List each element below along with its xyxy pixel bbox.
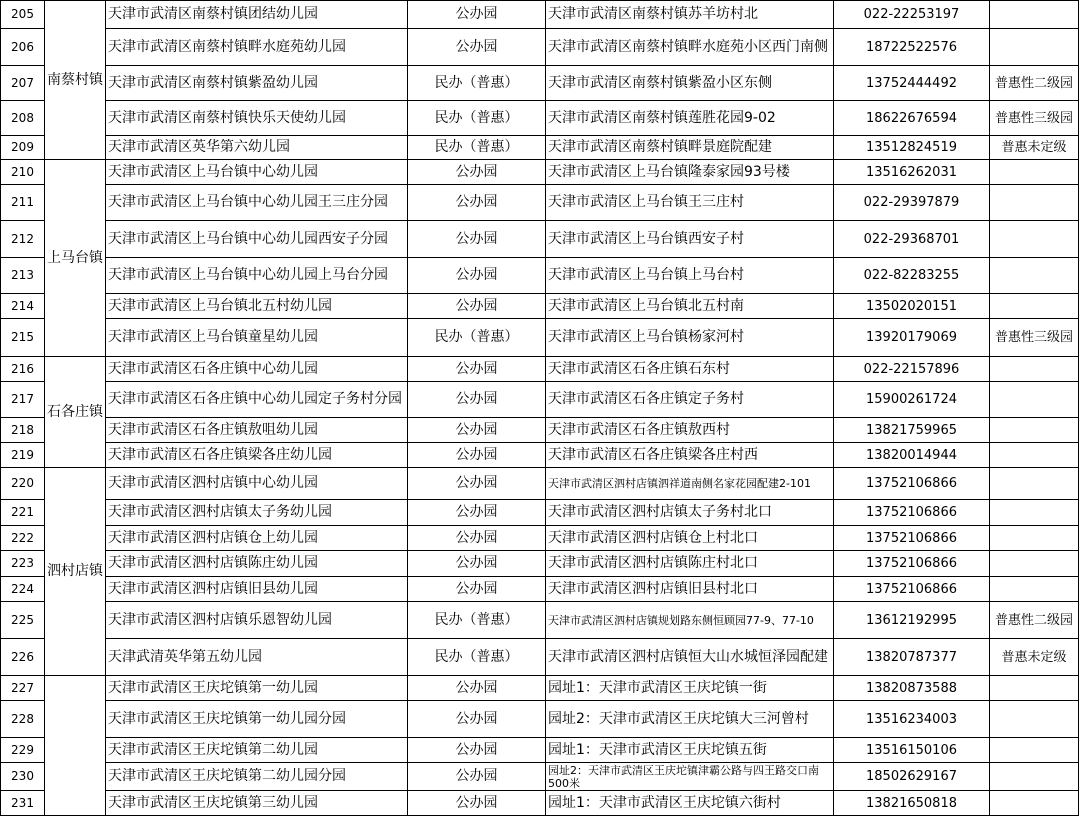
town-cell: 泗村店镇	[45, 468, 106, 676]
kindergarten-note: 普惠未定级	[990, 136, 1079, 160]
row-number: 219	[1, 443, 45, 468]
kindergarten-address: 天津市武清区南蔡村镇苏羊坊村北	[546, 1, 834, 29]
table-row	[1, 738, 1079, 763]
kindergarten-note	[990, 185, 1079, 221]
kindergarten-name: 天津市武清区英华第六幼儿园	[106, 136, 408, 160]
kindergarten-type: 公办园	[408, 160, 546, 185]
kindergarten-note	[990, 468, 1079, 500]
kindergarten-phone: 13752106866	[834, 468, 990, 500]
kindergarten-name: 天津市武清区泗村店镇仓上幼儿园	[106, 526, 408, 551]
table-row	[1, 526, 1079, 551]
kindergarten-type: 民办（普惠）	[408, 136, 546, 160]
kindergarten-name: 天津市武清区上马台镇中心幼儿园王三庄分园	[106, 185, 408, 221]
kindergarten-phone: 13516234003	[834, 701, 990, 738]
kindergarten-note	[990, 1, 1079, 29]
kindergarten-note	[990, 763, 1079, 791]
kindergarten-note	[990, 357, 1079, 382]
kindergarten-address: 园址1：天津市武清区王庆坨镇一街	[546, 676, 834, 701]
row-number: 222	[1, 526, 45, 551]
kindergarten-note	[990, 676, 1079, 701]
kindergarten-type: 公办园	[408, 526, 546, 551]
table-row	[1, 701, 1079, 738]
kindergarten-address: 天津市武清区上马台镇隆泰家园93号楼	[546, 160, 834, 185]
kindergarten-name: 天津市武清区王庆坨镇第二幼儿园	[106, 738, 408, 763]
kindergarten-name: 天津市武清区南蔡村镇畔水庭苑幼儿园	[106, 29, 408, 66]
kindergarten-note: 普惠未定级	[990, 639, 1079, 676]
kindergarten-type: 公办园	[408, 258, 546, 294]
table-row	[1, 101, 1079, 136]
table-row	[1, 185, 1079, 221]
row-number: 212	[1, 221, 45, 258]
kindergarten-note	[990, 738, 1079, 763]
kindergarten-address: 天津市武清区上马台镇上马台村	[546, 258, 834, 294]
kindergarten-phone: 15900261724	[834, 382, 990, 418]
kindergarten-note	[990, 551, 1079, 577]
row-number: 217	[1, 382, 45, 418]
table-row	[1, 791, 1079, 816]
kindergarten-phone: 13502020151	[834, 294, 990, 319]
table-row	[1, 500, 1079, 526]
row-number: 230	[1, 763, 45, 791]
kindergarten-type: 公办园	[408, 500, 546, 526]
kindergarten-address: 天津市武清区南蔡村镇莲胜花园9-02	[546, 101, 834, 136]
kindergarten-type: 公办园	[408, 443, 546, 468]
kindergarten-phone: 13752106866	[834, 526, 990, 551]
kindergarten-name: 天津市武清区石各庄镇中心幼儿园定子务村分园	[106, 382, 408, 418]
kindergarten-name: 天津市武清区泗村店镇太子务幼儿园	[106, 500, 408, 526]
kindergarten-type: 公办园	[408, 791, 546, 816]
kindergarten-name: 天津市武清区石各庄镇敖咀幼儿园	[106, 418, 408, 443]
kindergarten-address: 天津市武清区泗村店镇规划路东侧恒顾园77-9、77-10	[546, 602, 834, 639]
kindergarten-name: 天津市武清区南蔡村镇快乐天使幼儿园	[106, 101, 408, 136]
row-number: 215	[1, 319, 45, 357]
row-number: 209	[1, 136, 45, 160]
kindergarten-note	[990, 791, 1079, 816]
kindergarten-name: 天津市武清区王庆坨镇第三幼儿园	[106, 791, 408, 816]
kindergarten-phone: 13752444492	[834, 66, 990, 101]
table-row	[1, 357, 1079, 382]
table-row	[1, 221, 1079, 258]
kindergarten-type: 公办园	[408, 763, 546, 791]
table-row	[1, 160, 1079, 185]
table-row	[1, 1, 1079, 29]
row-number: 223	[1, 551, 45, 577]
kindergarten-name: 天津市武清区王庆坨镇第一幼儿园	[106, 676, 408, 701]
row-number: 229	[1, 738, 45, 763]
kindergarten-phone: 13752106866	[834, 500, 990, 526]
kindergarten-phone: 13516262031	[834, 160, 990, 185]
kindergarten-address: 天津市武清区泗村店镇陈庄村北口	[546, 551, 834, 577]
kindergarten-phone: 13512824519	[834, 136, 990, 160]
kindergarten-name: 天津市武清区泗村店镇中心幼儿园	[106, 468, 408, 500]
kindergarten-type: 公办园	[408, 701, 546, 738]
kindergarten-name: 天津市武清区石各庄镇中心幼儿园	[106, 357, 408, 382]
kindergarten-name: 天津市武清区上马台镇北五村幼儿园	[106, 294, 408, 319]
table-row	[1, 577, 1079, 602]
kindergarten-phone: 022-22253197	[834, 1, 990, 29]
kindergarten-phone: 022-22157896	[834, 357, 990, 382]
kindergarten-address: 天津市武清区泗村店镇旧县村北口	[546, 577, 834, 602]
kindergarten-type: 公办园	[408, 418, 546, 443]
kindergarten-type: 公办园	[408, 221, 546, 258]
town-cell: 南蔡村镇	[45, 1, 106, 160]
kindergarten-note	[990, 160, 1079, 185]
kindergarten-type: 公办园	[408, 577, 546, 602]
kindergarten-address: 天津市武清区泗村店镇太子务村北口	[546, 500, 834, 526]
kindergarten-name: 天津市武清区上马台镇中心幼儿园上马台分园	[106, 258, 408, 294]
row-number: 226	[1, 639, 45, 676]
kindergarten-phone: 18722522576	[834, 29, 990, 66]
kindergarten-type: 公办园	[408, 738, 546, 763]
row-number: 225	[1, 602, 45, 639]
table-row	[1, 294, 1079, 319]
kindergarten-phone: 13820014944	[834, 443, 990, 468]
town-cell: 上马台镇	[45, 160, 106, 357]
kindergarten-address: 天津市武清区石各庄镇梁各庄村西	[546, 443, 834, 468]
table-row	[1, 602, 1079, 639]
kindergarten-phone: 13516150106	[834, 738, 990, 763]
kindergarten-phone: 18622676594	[834, 101, 990, 136]
kindergarten-address: 天津市武清区上马台镇西安子村	[546, 221, 834, 258]
kindergarten-address: 天津市武清区南蔡村镇畔水庭苑小区西门南侧	[546, 29, 834, 66]
kindergarten-name: 天津武清英华第五幼儿园	[106, 639, 408, 676]
kindergarten-note	[990, 526, 1079, 551]
kindergarten-name: 天津市武清区王庆坨镇第一幼儿园分园	[106, 701, 408, 738]
kindergarten-address: 天津市武清区石各庄镇定子务村	[546, 382, 834, 418]
kindergarten-address: 天津市武清区上马台镇北五村南	[546, 294, 834, 319]
row-number: 221	[1, 500, 45, 526]
kindergarten-address: 天津市武清区泗村店镇恒大山水城恒泽园配建	[546, 639, 834, 676]
kindergarten-note	[990, 29, 1079, 66]
table-row	[1, 763, 1079, 791]
kindergarten-type: 民办（普惠）	[408, 319, 546, 357]
town-cell	[45, 676, 106, 816]
town-cell: 石各庄镇	[45, 357, 106, 468]
kindergarten-address: 天津市武清区泗村店镇泗祥道南侧名家花园配建2-101	[546, 468, 834, 500]
kindergarten-note	[990, 221, 1079, 258]
kindergarten-phone: 13820787377	[834, 639, 990, 676]
kindergarten-type: 公办园	[408, 185, 546, 221]
kindergarten-name: 天津市武清区泗村店镇乐恩智幼儿园	[106, 602, 408, 639]
row-number: 210	[1, 160, 45, 185]
row-number: 205	[1, 1, 45, 29]
kindergarten-note	[990, 418, 1079, 443]
table-row	[1, 382, 1079, 418]
kindergarten-note	[990, 701, 1079, 738]
kindergarten-type: 公办园	[408, 357, 546, 382]
table-row	[1, 468, 1079, 500]
row-number: 214	[1, 294, 45, 319]
table-row	[1, 443, 1079, 468]
kindergarten-phone: 022-29368701	[834, 221, 990, 258]
table-row	[1, 418, 1079, 443]
kindergarten-name: 天津市武清区上马台镇童星幼儿园	[106, 319, 408, 357]
table-row	[1, 136, 1079, 160]
kindergarten-name: 天津市武清区南蔡村镇团结幼儿园	[106, 1, 408, 29]
kindergarten-phone: 13752106866	[834, 551, 990, 577]
kindergarten-name: 天津市武清区上马台镇中心幼儿园	[106, 160, 408, 185]
kindergarten-type: 公办园	[408, 382, 546, 418]
kindergarten-type: 民办（普惠）	[408, 66, 546, 101]
kindergarten-type: 民办（普惠）	[408, 602, 546, 639]
row-number: 224	[1, 577, 45, 602]
kindergarten-note: 普惠性三级园	[990, 319, 1079, 357]
kindergarten-address: 园址2：天津市武清区王庆坨镇大三河曾村	[546, 701, 834, 738]
kindergarten-type: 民办（普惠）	[408, 639, 546, 676]
kindergarten-phone: 13612192995	[834, 602, 990, 639]
kindergarten-type: 公办园	[408, 551, 546, 577]
kindergarten-note	[990, 258, 1079, 294]
kindergarten-type: 公办园	[408, 294, 546, 319]
kindergarten-phone: 13920179069	[834, 319, 990, 357]
kindergarten-note	[990, 294, 1079, 319]
kindergarten-address: 园址2：天津市武清区王庆坨镇津霸公路与四王路交口南500米	[546, 763, 834, 791]
table-row	[1, 29, 1079, 66]
row-number: 227	[1, 676, 45, 701]
kindergarten-name: 天津市武清区南蔡村镇紫盈幼儿园	[106, 66, 408, 101]
row-number: 211	[1, 185, 45, 221]
kindergarten-note: 普惠性二级园	[990, 602, 1079, 639]
table-row	[1, 676, 1079, 701]
kindergarten-address: 天津市武清区上马台镇杨家河村	[546, 319, 834, 357]
kindergarten-address: 天津市武清区泗村店镇仓上村北口	[546, 526, 834, 551]
table-row	[1, 66, 1079, 101]
kindergarten-note	[990, 577, 1079, 602]
kindergarten-name: 天津市武清区石各庄镇梁各庄幼儿园	[106, 443, 408, 468]
kindergarten-type: 公办园	[408, 1, 546, 29]
kindergarten-type: 公办园	[408, 676, 546, 701]
kindergarten-name: 天津市武清区王庆坨镇第二幼儿园分园	[106, 763, 408, 791]
kindergarten-name: 天津市武清区泗村店镇旧县幼儿园	[106, 577, 408, 602]
kindergarten-phone: 13821650818	[834, 791, 990, 816]
table-row	[1, 258, 1079, 294]
row-number: 231	[1, 791, 45, 816]
table-row	[1, 319, 1079, 357]
table-row	[1, 639, 1079, 676]
kindergarten-note: 普惠性三级园	[990, 101, 1079, 136]
kindergarten-type: 民办（普惠）	[408, 101, 546, 136]
kindergarten-address: 园址1：天津市武清区王庆坨镇五街	[546, 738, 834, 763]
kindergarten-type: 公办园	[408, 468, 546, 500]
kindergarten-phone: 18502629167	[834, 763, 990, 791]
kindergarten-address: 天津市武清区石各庄镇石东村	[546, 357, 834, 382]
kindergarten-note	[990, 382, 1079, 418]
kindergarten-address: 天津市武清区南蔡村镇畔景庭院配建	[546, 136, 834, 160]
row-number: 228	[1, 701, 45, 738]
row-number: 216	[1, 357, 45, 382]
kindergarten-note: 普惠性二级园	[990, 66, 1079, 101]
row-number: 220	[1, 468, 45, 500]
row-number: 213	[1, 258, 45, 294]
kindergarten-address: 天津市武清区上马台镇王三庄村	[546, 185, 834, 221]
row-number: 218	[1, 418, 45, 443]
kindergarten-name: 天津市武清区泗村店镇陈庄幼儿园	[106, 551, 408, 577]
kindergarten-phone: 022-29397879	[834, 185, 990, 221]
kindergarten-address: 天津市武清区石各庄镇敖西村	[546, 418, 834, 443]
kindergarten-phone: 13820873588	[834, 676, 990, 701]
kindergarten-type: 公办园	[408, 29, 546, 66]
kindergarten-name: 天津市武清区上马台镇中心幼儿园西安子分园	[106, 221, 408, 258]
row-number: 206	[1, 29, 45, 66]
row-number: 207	[1, 66, 45, 101]
kindergarten-note	[990, 443, 1079, 468]
kindergarten-phone: 13752106866	[834, 577, 990, 602]
kindergarten-note	[990, 500, 1079, 526]
kindergarten-phone: 13821759965	[834, 418, 990, 443]
kindergarten-phone: 022-82283255	[834, 258, 990, 294]
table-row	[1, 551, 1079, 577]
kindergarten-address: 天津市武清区南蔡村镇紫盈小区东侧	[546, 66, 834, 101]
kindergarten-address: 园址1：天津市武清区王庆坨镇六街村	[546, 791, 834, 816]
row-number: 208	[1, 101, 45, 136]
